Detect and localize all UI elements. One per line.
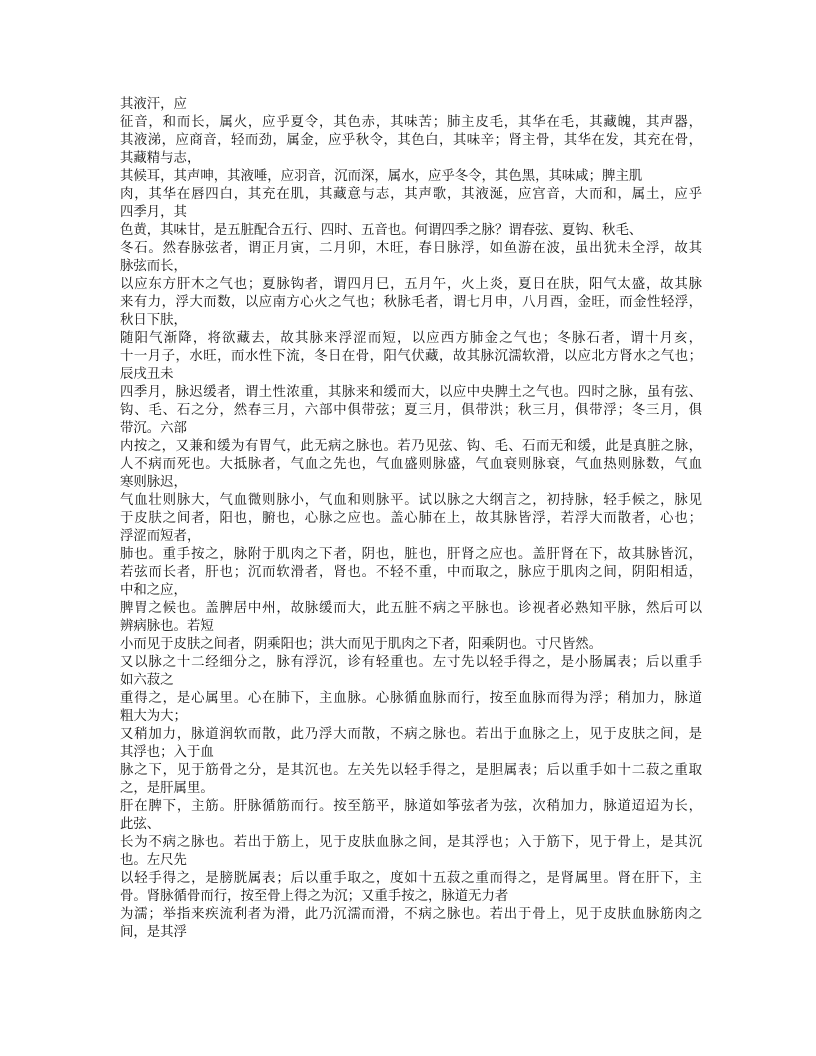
text-line: 随阳气渐降，将欲藏去，故其脉来浮涩而短，以应西方肺金之气也；冬脉石者，谓十月亥， (120, 331, 702, 346)
text-line: 来有力，浮大而数，以应南方心火之气也；秋脉毛者，谓七月申，八月酉，金旺，而金性轻浮， (120, 295, 702, 310)
text-line: 中和之应， (120, 583, 187, 598)
text-line: 秋日下肤， (120, 313, 187, 328)
text-line: 为濡；举指来疾流利者为滑，此乃沉濡而滑，不病之脉也。若出于骨上，见于皮肤血脉筋肉之 (120, 907, 702, 922)
text-line: 重得之，是心属里。心在肺下，主血脉。心脉循血脉而行，按至血脉而得为浮；稍加力，脉道 (120, 691, 702, 706)
text-line: 粗大为大； (120, 709, 187, 724)
text-line: 又稍加力，脉道润软而散，此乃浮大而散，不病之脉也。若出于血脉之上，见于皮肤之间，是 (120, 727, 702, 742)
text-line: 以轻手得之，是膀胱属表；后以重手取之，度如十五菽之重而得之，是肾属里。肾在肝下，主 (120, 871, 702, 886)
text-line: 其藏精与志， (120, 151, 201, 166)
text-line: 辰戌丑未 (120, 367, 174, 382)
text-line: 四季月，脉迟缓者，谓土性浓重，其脉来和缓而大，以应中央脾土之气也。四时之脉，虽有弦、 (120, 385, 702, 400)
text-line: 色黄，其味甘，是五脏配合五行、四时、五音也。何谓四季之脉？谓春弦、夏钩、秋毛、 (120, 223, 643, 238)
text-line: 带沉。六部 (120, 421, 187, 436)
text-line: 骨。肾脉循骨而行，按至骨上得之为沉；又重手按之，脉道无力者 (120, 889, 509, 904)
text-line: 四季月，其 (120, 205, 187, 220)
text-line: 征音，和而长，属火，应乎夏令，其色赤，其味苦；肺主皮毛，其华在毛，其藏魄，其声器， (120, 115, 702, 130)
text-line: 如六菽之 (120, 673, 174, 688)
text-line: 脉之下，见于筋骨之分，是其沉也。左关先以轻手得之，是胆属表；后以重手如十二菽之重取 (120, 763, 702, 778)
text-line: 辨病脉也。若短 (120, 619, 214, 634)
text-line: 内按之，又兼和缓为有胃气，此无病之脉也。若乃见弦、钩、毛、石而无和缓，此是真脏之脉， (120, 439, 702, 454)
text-line: 钩、毛、石之分，然春三月，六部中俱带弦；夏三月，俱带洪；秋三月，俱带浮；冬三月，俱 (120, 403, 702, 418)
text-line: 其浮也；入于血 (120, 745, 214, 760)
text-line: 浮涩而短者， (120, 529, 201, 544)
text-line: 肉，其华在唇四白，其充在肌，其藏意与志，其声歌，其液涎，应宫音，大而和，属土，应乎 (120, 187, 702, 202)
text-line: 其候耳，其声呻，其液唾，应羽音，沉而深，属水，应乎冬令，其色黑，其味咸；脾主肌 (120, 169, 643, 184)
document-body (120, 96, 702, 942)
text-line: 也。左尺先 (120, 853, 187, 868)
text-line: 肝在脾下，主筋。肝脉循筋而行。按至筋平，脉道如筝弦者为弦，次稍加力，脉道迢迢为长， (120, 799, 702, 814)
text-line: 肺也。重手按之，脉附于肌肉之下者，阴也，脏也，肝肾之应也。盖肝肾在下，故其脉皆沉， (120, 547, 702, 562)
text-line: 冬石。然春脉弦者，谓正月寅，二月卯，木旺，春日脉浮，如鱼游在波，虽出犹未全浮，故其 (120, 241, 702, 256)
text-line: 间，是其浮 (120, 925, 187, 940)
text-line: 脉弦而长， (120, 259, 187, 274)
text-line: 脾胃之候也。盖脾居中州，故脉缓而大，此五脏不病之平脉也。诊视者必熟知平脉，然后可以 (120, 601, 702, 616)
text-line: 于皮肤之间者，阳也，腑也，心脉之应也。盖心肺在上，故其脉皆浮，若浮大而散者，心也； (120, 511, 702, 526)
text-line: 气血壮则脉大，气血微则脉小，气血和则脉平。试以脉之大纲言之，初持脉，轻手候之，脉见 (120, 493, 702, 508)
text-line: 其液汗，应 (120, 97, 187, 112)
text-line: 以应东方肝木之气也；夏脉钩者，谓四月巳，五月午，火上炎，夏日在肤，阳气太盛，故其脉 (120, 277, 702, 292)
text-line: 其液涕，应商音，轻而劲，属金，应乎秋令，其色白，其味辛；肾主骨，其华在发，其充在骨， (120, 133, 702, 148)
text-line: 若弦而长者，肝也；沉而软滑者，肾也。不轻不重，中而取之，脉应于肌肉之间，阴阳相适， (120, 565, 702, 580)
text-line: 之，是肝属里。 (120, 781, 214, 796)
text-line: 人不病而死也。大抵脉者，气血之先也，气血盛则脉盛，气血衰则脉衰，气血热则脉数，气血 (120, 457, 702, 472)
text-line: 小而见于皮肤之间者，阴乘阳也；洪大而见于肌肉之下者，阳乘阴也。寸尺皆然。 (120, 637, 603, 652)
text-line: 十一月子，水旺，而水性下流，冬日在骨，阳气伏藏，故其脉沉濡软滑，以应北方肾水之气也； (120, 349, 702, 364)
text-line: 此弦、 (120, 817, 161, 832)
text-line: 又以脉之十二经细分之，脉有浮沉，诊有轻重也。左寸先以轻手得之，是小肠属表；后以重手 (120, 655, 702, 670)
text-line: 寒则脉迟， (120, 475, 187, 490)
text-line: 长为不病之脉也。若出于筋上，见于皮肤血脉之间，是其浮也；入于筋下，见于骨上，是其沉 (120, 835, 702, 850)
